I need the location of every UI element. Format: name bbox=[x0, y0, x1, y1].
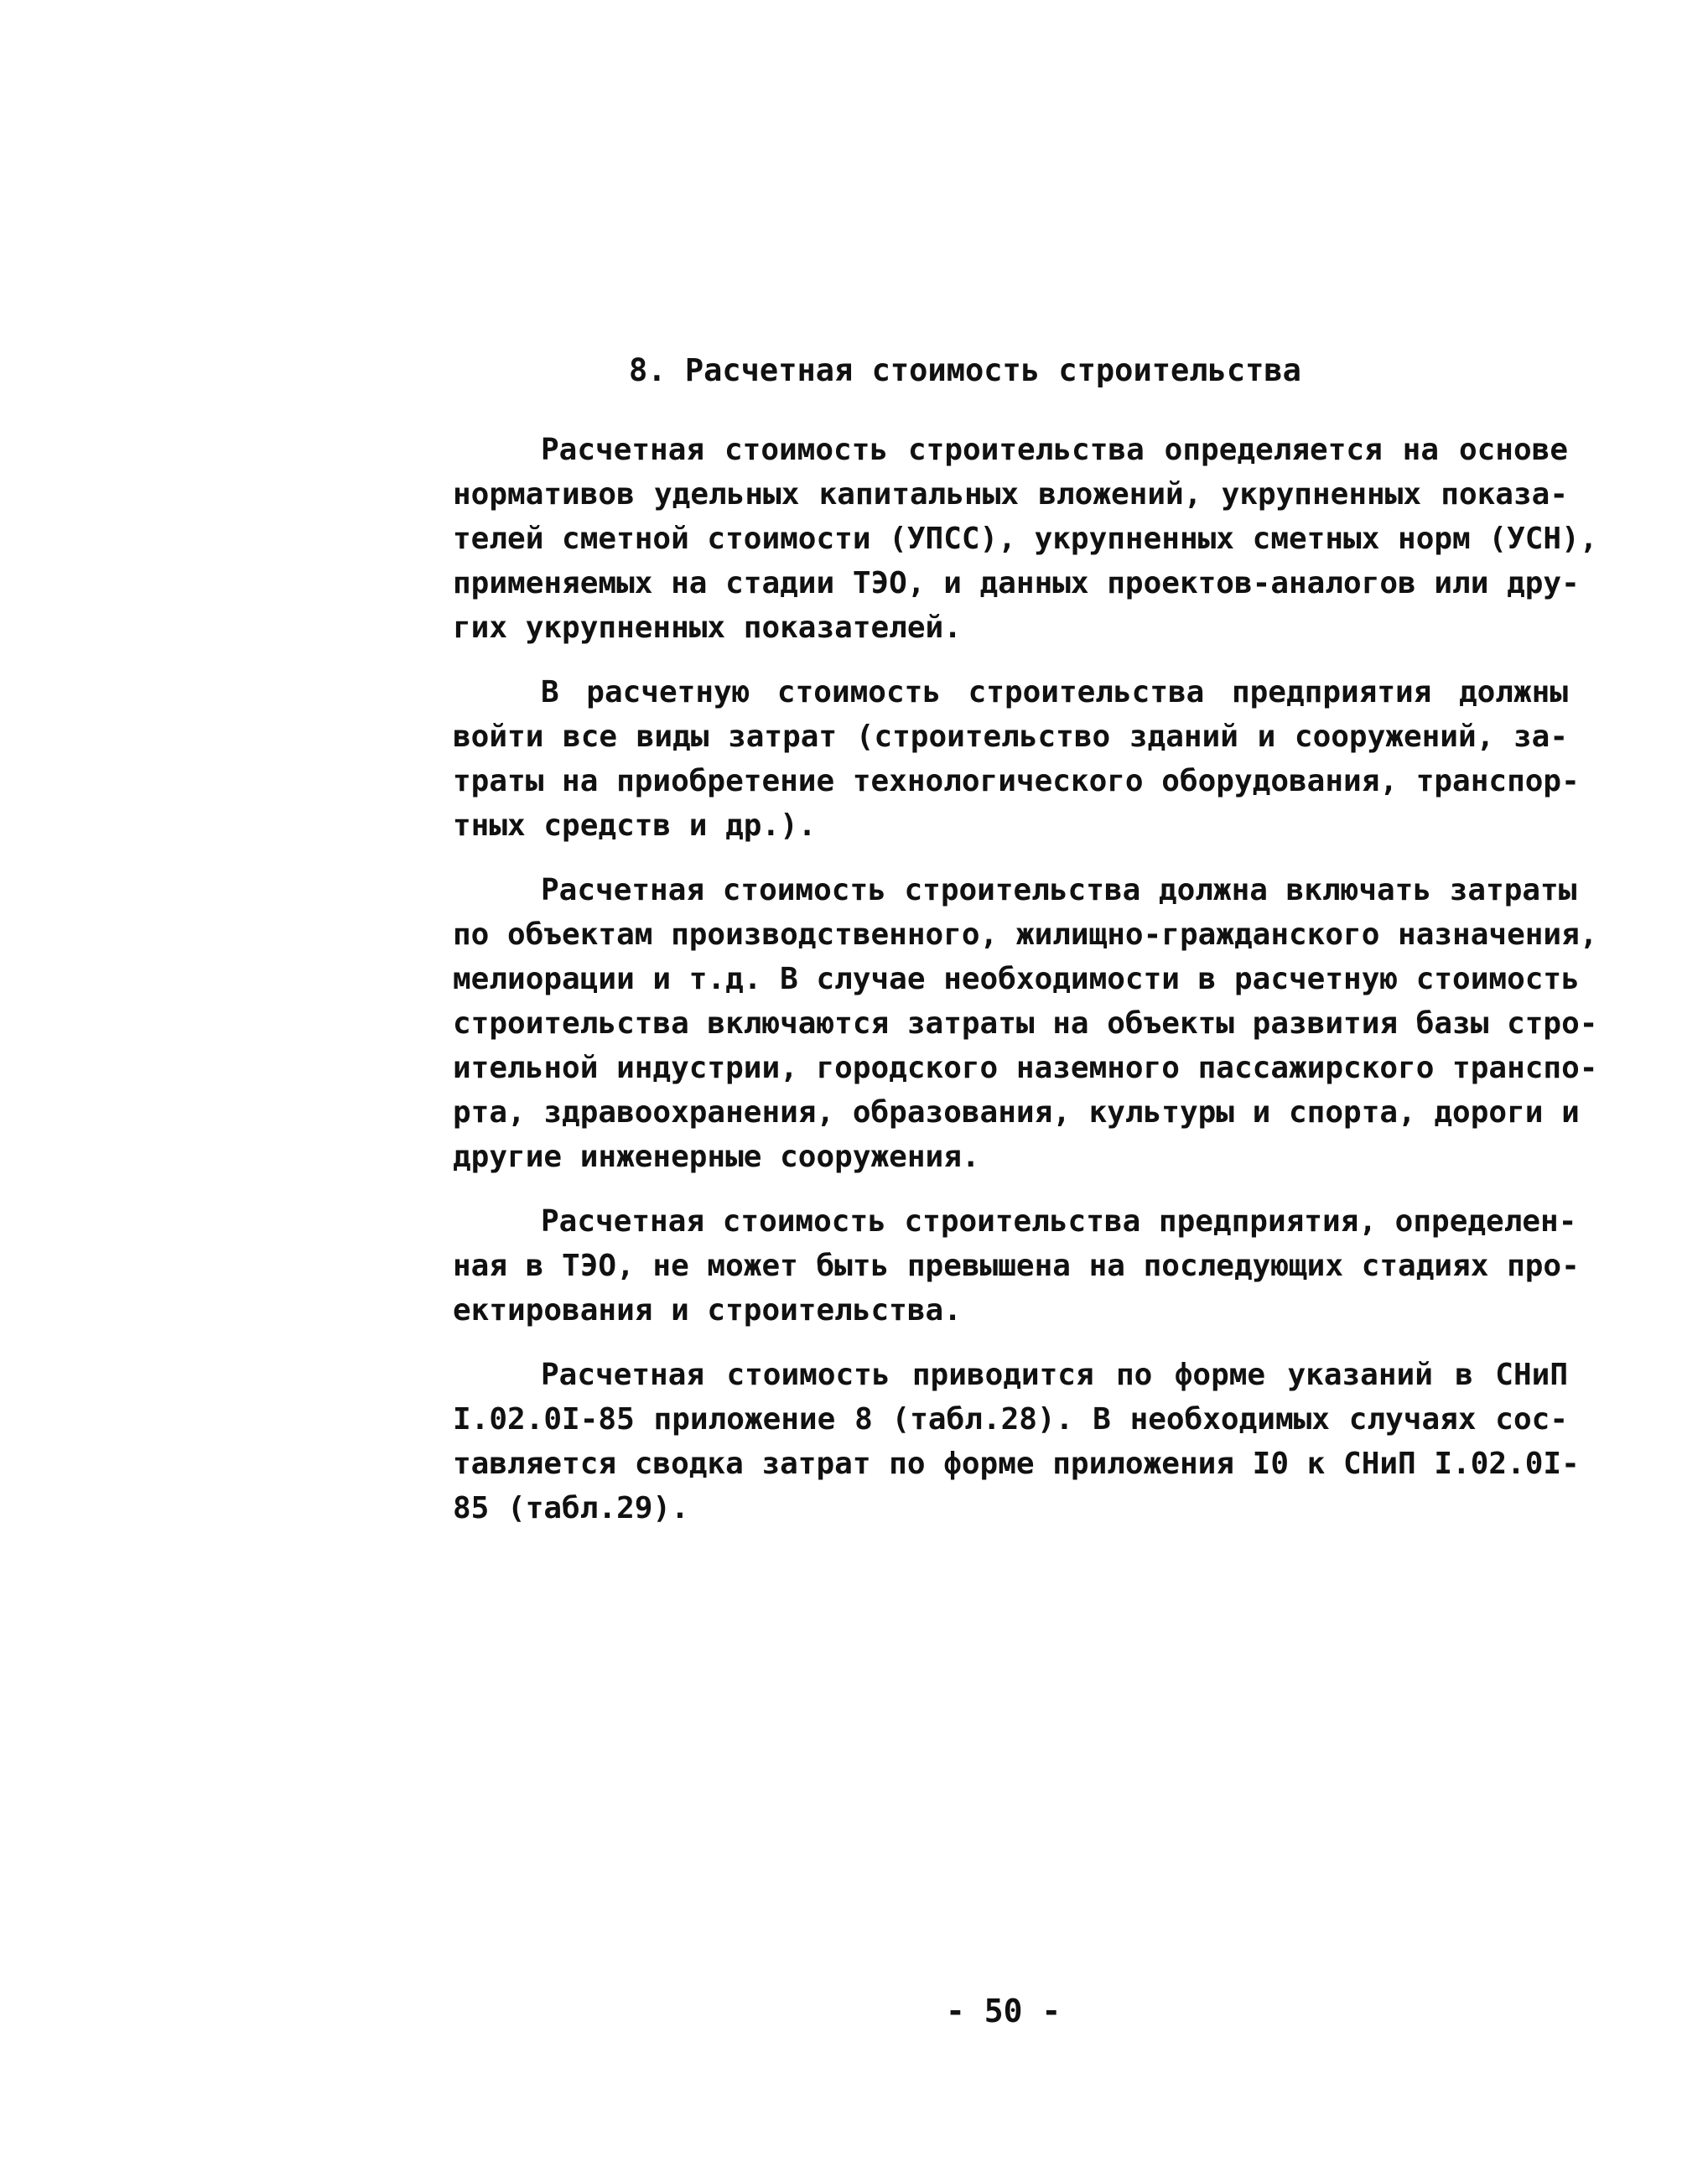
text-line: 85 (табл.29). bbox=[453, 1491, 689, 1525]
text-line: другие инженерные сооружения. bbox=[453, 1140, 980, 1174]
paragraph-3 bbox=[453, 868, 1598, 1179]
text-line: тных средств и др.). bbox=[453, 808, 817, 843]
text-line: применяемых на стадии ТЭО, и данных проектов-аналогов или дру- bbox=[453, 566, 1580, 600]
text-line: гих укрупненных показателей. bbox=[453, 611, 962, 645]
text-line: ная в ТЭО, не может быть превышена на последующих стадиях про- bbox=[453, 1249, 1580, 1283]
paragraph-5 bbox=[453, 1353, 1580, 1530]
text-line: мелиорации и т.д. В случае необходимости в расчетную стоимость bbox=[453, 962, 1580, 996]
text-line: телей сметной стоимости (УПСС), укрупненных сметных норм (УСН), bbox=[453, 522, 1598, 556]
section-body bbox=[453, 428, 1598, 1551]
text-line: тавляется сводка затрат по форме приложения I0 к СНиП I.02.0I- bbox=[453, 1447, 1580, 1481]
text-line: Расчетная стоимость строительства должна включать затраты bbox=[541, 873, 1577, 907]
page-number: - 50 - bbox=[946, 1993, 1062, 2029]
paragraph-4 bbox=[453, 1199, 1580, 1333]
text-line: войти все виды затрат (строительство зданий и сооружений, за- bbox=[453, 720, 1568, 754]
text-line: нормативов удельных капитальных вложений, укрупненных показа- bbox=[453, 477, 1568, 512]
text-line: рта, здравоохранения, образования, культуры и спорта, дороги и bbox=[453, 1095, 1580, 1130]
paragraph-1 bbox=[453, 428, 1598, 650]
text-line: строительства включаются затраты на объекты развития базы стро- bbox=[453, 1006, 1598, 1041]
text-line: ительной индустрии, городского наземного пассажирского транспо- bbox=[453, 1051, 1598, 1085]
text-line: Расчетная стоимость строительства предприятия, определен- bbox=[541, 1204, 1577, 1239]
text-line: I.02.0I-85 приложение 8 (табл.28). В необходимых случаях сос- bbox=[453, 1402, 1568, 1437]
text-line: траты на приобретение технологического оборудования, транспор- bbox=[453, 764, 1580, 798]
paragraph-2 bbox=[453, 670, 1580, 848]
text-line: В расчетную стоимость строительства предприятия должны bbox=[541, 675, 1568, 709]
text-line: Расчетная стоимость приводится по форме указаний в СНиП bbox=[541, 1358, 1568, 1392]
section-title: 8. Расчетная стоимость строительства bbox=[629, 352, 1301, 388]
text-line: по объектам производственного, жилищно-гражданского назначения, bbox=[453, 917, 1598, 952]
text-line: ектирования и строительства. bbox=[453, 1293, 962, 1328]
text-line: Расчетная стоимость строительства определяется на основе bbox=[541, 433, 1568, 467]
